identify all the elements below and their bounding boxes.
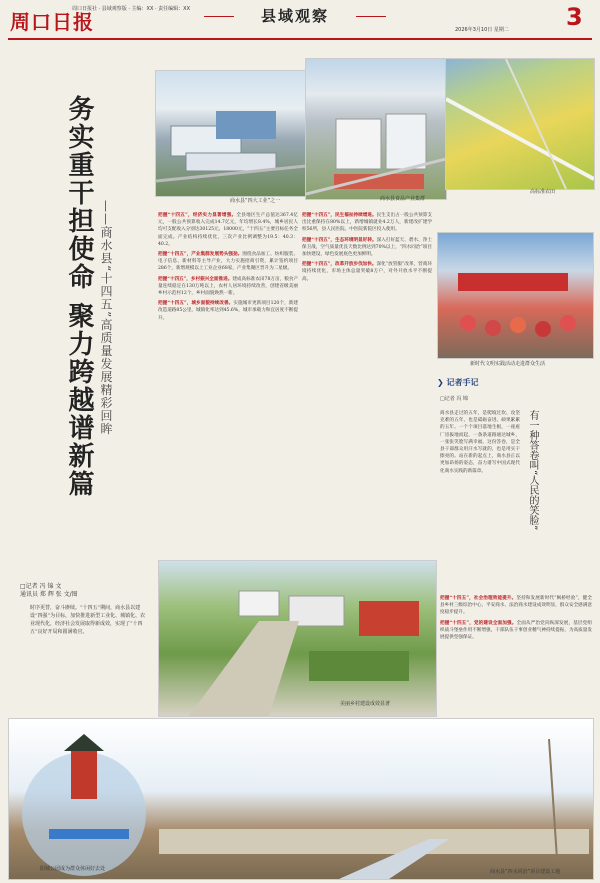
para-lead: 把握“十四五”，产业集群发展势头强劲。: [158, 252, 243, 258]
photo-village: [158, 560, 437, 717]
reporter-note-title: [437, 377, 479, 388]
para-lead: 把握“十四五”，乡村振兴全面推进。: [158, 276, 233, 282]
para-text: 实施城市更新项目120个，新建改造道路85公里，城镇化率达到45.6%，城市承载力和宜居度不断提升。: [158, 301, 298, 321]
caption-pavilion: 阳城公园成为群众休闲好去处: [40, 866, 106, 872]
note-title-text: 记者手记: [446, 378, 479, 387]
note-author: □记者 冯 锦: [440, 396, 468, 402]
industrial-buildings-illustration: [306, 59, 446, 199]
para-text: 深化“放管服”改革，营商环境持续优化，市场主体总量突破8万户，对外开放水平不断提高。: [302, 262, 432, 282]
para-lead: 把握“十四五”，社会治理效能提升。: [440, 596, 517, 601]
byline: □记者 冯 锦 文 通讯员 郑 辉 张 文/图: [20, 583, 78, 598]
article-column-2: [302, 212, 432, 557]
factory-illustration: [156, 71, 306, 196]
river-landscape-illustration: [9, 719, 593, 879]
photo-food-industry: [305, 58, 447, 200]
masthead: [0, 0, 600, 40]
para-lead: 把握“十四五”，生态环境明显好转。: [302, 237, 377, 243]
para-lead: 把握“十四五”，改革开放步伐加快。: [302, 262, 377, 268]
intro-paragraph: 时序更替，奋斗赓续。“十四五”期间，商水县以建设“四强”为目标，加快推进新型工业化、城镇化、农业现代化，经济社会发展取得新成效，实现了“十四五”良好开局和圆满收官。: [30, 605, 146, 635]
masthead-rule: [8, 38, 592, 40]
para-lead: 把握“十四五”，党的建设全面加强。: [440, 620, 517, 626]
main-headline: 务实重干担使命 聚力跨越谱新篇: [64, 95, 94, 499]
caption-river-project: 商水县“四水同治”项目建设工地: [490, 869, 561, 875]
village-illustration: [159, 561, 436, 716]
para-text: 全县地区生产总值达367.4亿元，一般公共预算收入完成14.7亿元，年均增长8.4%，城乡居民人均可支配收入分别达30125元、18000元，“十四五”主要目标任务全面完成。产业结构持续优化，三次产业比例调整为19.5：40.3：40.2。: [158, 213, 298, 247]
note-marker-icon: ❯: [437, 378, 447, 387]
para-text: 围绕食品加工、纺织服装、电子信息、新材料等主导产业，大力实施招商引资，累计签约项目286个，新增规模以上工业企业68家，产业集聚区晋升为二星级。: [158, 252, 298, 272]
para-text: 深入打好蓝天、碧水、净土保卫战，空气质量优良天数比例达到70%以上，“四水同治”项目加快建设，绿色发展底色更加鲜明。: [302, 237, 432, 258]
note-headline: 有一种答卷叫“人民的笑脸”: [527, 410, 538, 531]
para-lead: 把握“十四五”，民生福祉持续增进。: [302, 213, 377, 218]
photo-industrial-park: [155, 70, 307, 197]
article-column-3: [440, 595, 592, 725]
crowd-illustration: [438, 233, 593, 358]
para-lead: 把握“十四五”，经济实力显著增强。: [158, 213, 237, 218]
para-text: 建成高标准农田78万亩，粮食产量连续稳定在130万吨以上，农村人居环境持续改善，创建省级美丽乡村示范村12个，乡村面貌焕然一新。: [158, 276, 298, 297]
issue-date: 2026年3月10日 星期二: [455, 27, 509, 33]
caption-industrial-park: 商水县“四大工业”之一: [230, 198, 281, 204]
article-column-1: [158, 212, 298, 557]
page-number: 3: [566, 3, 583, 31]
photo-farmland: [445, 58, 595, 190]
photo-river-project: [8, 718, 594, 880]
sub-headline: ——商水县“十四五”高质量发展精彩回眸: [99, 200, 113, 436]
caption-farmland: 高标准农田: [530, 189, 556, 195]
para-text: 全面从严治党向纵深发展，基层党组织战斗堡垒作用不断增强，干部队伍干事创业精气神持续提振，为高质量发展提供坚强保证。: [440, 620, 592, 641]
caption-village: 美丽乡村建设成效显著: [340, 701, 391, 707]
para-text: 坚持和发展新时代“枫桥经验”，健全县乡村三级综治中心，平安商水、法治商水建设成效明显，群众安全感满意度稳步提升。: [440, 596, 592, 616]
note-body: 商水县走过的五年，是爬坡过坎、攻坚克难的五年，也是砥砺奋进、硕果累累的五年。一个个项目落地生根，一座座厂房拔地而起，一条条道路通达城乡，一张张笑脸写满幸福。这份答卷，是全县干部群众用汗水写就的，也是用实干擦亮的。站在新的起点上，商水县正以更加昂扬的姿态，奋力谱写中国式现代化商水实践的新篇章。: [440, 411, 520, 474]
masthead-info: 周口日报社 · 县域观察版 · 主编：XX · 责任编辑：XX: [72, 6, 191, 12]
photo-cultural-event: [437, 232, 594, 359]
caption-cultural-event: 新时代文明实践活动走进群众生活: [470, 361, 546, 367]
newspaper-logo: 周口日报: [10, 10, 94, 34]
farmland-illustration: [446, 59, 594, 189]
caption-food-industry: 商水县食品产业集群: [380, 196, 426, 202]
para-text: 民生支出占一般公共预算支出比重保持在80%以上，新增城镇就业4.2万人，新建改扩建学校56所，县人民医院、中医院新院区投入使用。: [302, 213, 432, 233]
para-lead: 把握“十四五”，城乡面貌持续改善。: [158, 301, 234, 307]
section-title: 县域观察: [240, 5, 350, 26]
